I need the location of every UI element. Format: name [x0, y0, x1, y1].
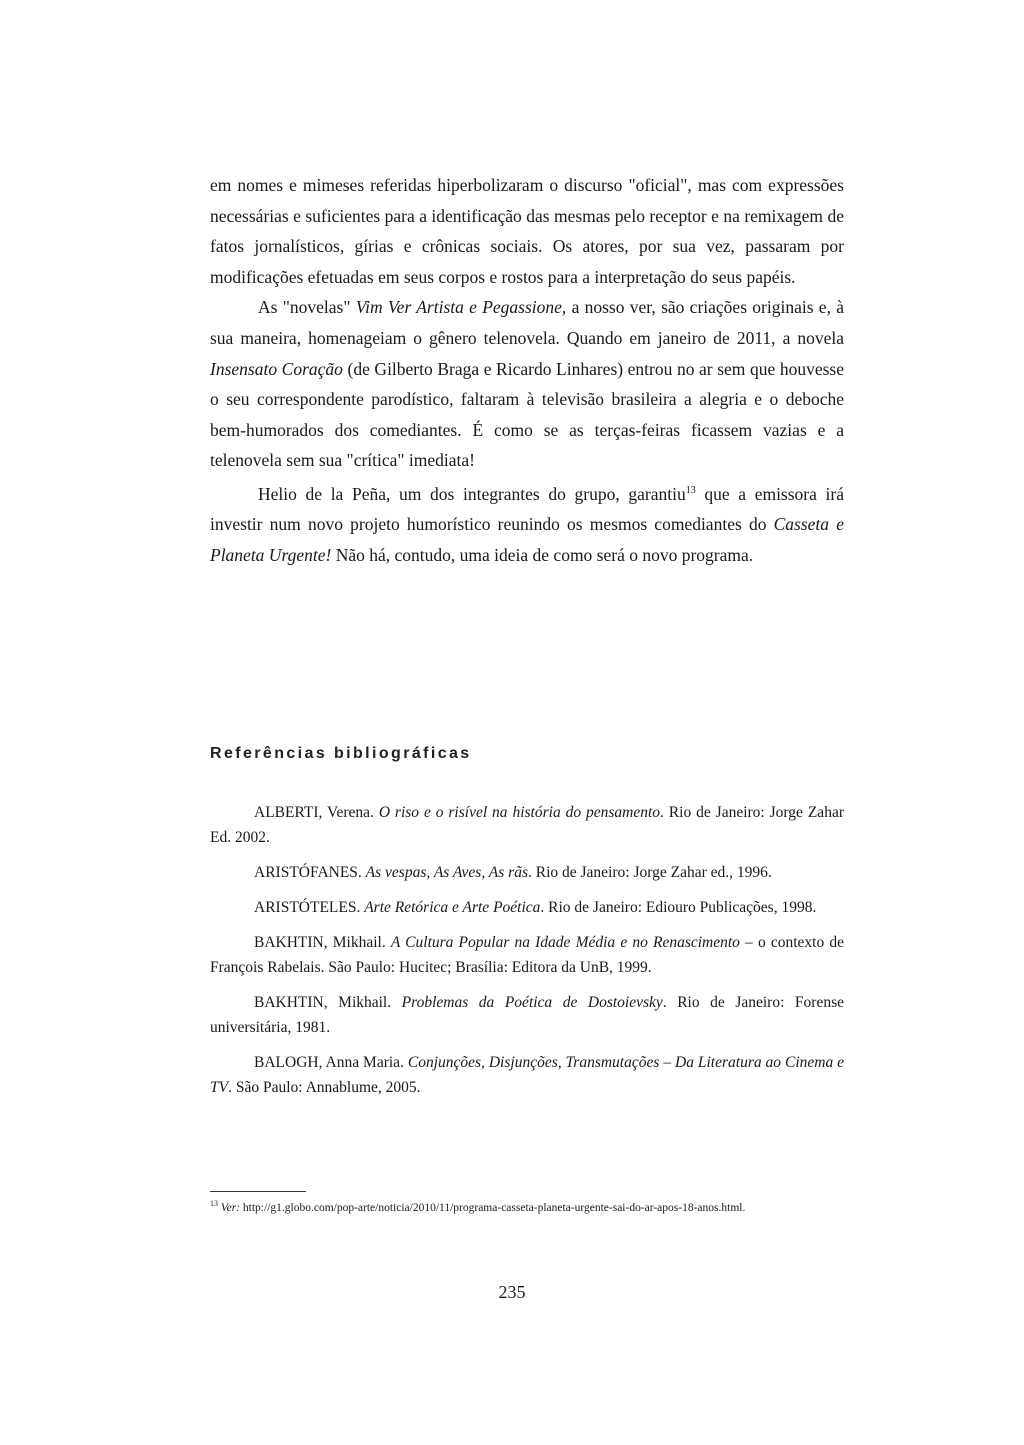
- ref-author: BAKHTIN, Mikhail.: [254, 934, 391, 951]
- ref-author: ARISTÓFANES.: [254, 864, 366, 881]
- ref-author: ARISTÓTELES.: [254, 899, 365, 916]
- footnote: [210, 1195, 844, 1217]
- ref-title: O riso e o risível na história do pensamento: [378, 804, 661, 821]
- p2-italic-title-2: Insensato Coração: [210, 358, 343, 379]
- footnote-marker[interactable]: 13: [685, 484, 696, 496]
- ref-title: Problemas da Poética de Dostoievsky: [401, 994, 663, 1011]
- p3-text-d: Não há, contudo, uma ideia de como será o novo programa.: [331, 544, 754, 565]
- references-heading: Referências bibliográficas: [210, 745, 472, 762]
- ref-publisher: – o contexto de François Rabelais. São Paulo: Hucitec; Brasília: Editora da UnB, 1999.: [210, 934, 844, 976]
- footnote-separator: [210, 1191, 306, 1192]
- references-list: [210, 800, 844, 1110]
- ref-author: BAKHTIN, Mikhail.: [254, 994, 402, 1011]
- reference-item: [210, 930, 844, 980]
- p2-italic-title-1: Vim Ver Artista e Pegassione: [355, 297, 562, 318]
- reference-item: [210, 800, 844, 850]
- paragraph-1-text: em nomes e mimeses referidas hiperbolizaram o discurso "oficial", mas com expressões necessárias e suficientes para a identificação das mesmas pelo receptor e na remixagem de fatos jornalísticos, gírias e crônicas sociais. Os atores, por sua vez, passaram por modificações efetuadas em seus corpos e rostos para a interpretação do seus papéis.: [210, 175, 844, 287]
- ref-author: BALOGH, Anna Maria.: [254, 1054, 408, 1071]
- footnote-number: 13: [210, 1199, 218, 1208]
- p2-text-e: (de Gilberto Braga e Ricardo Linhares) entrou no ar sem que houvesse o seu correspondente parodístico, faltaram à televisão brasileira a alegria e o deboche bem-humorados dos comediantes. É como se as terças-feiras ficassem vazias e a telenovela sem sua "crítica" imediata!: [210, 358, 844, 471]
- p3-text-b: que a emissora irá investir num novo projeto humorístico reunindo os mesmos comediantes do: [210, 483, 844, 535]
- page-number: 235: [498, 1282, 526, 1302]
- body-text: [210, 170, 844, 571]
- paragraph-2: [210, 292, 844, 476]
- ref-publisher: . Rio de Janeiro: Jorge Zahar Ed. 2002.: [210, 804, 844, 846]
- ref-title: Arte Retórica e Arte Poética: [364, 899, 541, 916]
- paragraph-1: [210, 170, 844, 292]
- ref-title: A Cultura Popular na Idade Média e no Renascimento: [390, 934, 740, 951]
- p3-text-a: Helio de la Peña, um dos integrantes do grupo, garantiu: [258, 483, 686, 504]
- p3-italic-title: Casseta e Planeta Urgente!: [210, 514, 844, 565]
- p2-text-a: As "novelas": [258, 297, 356, 318]
- reference-item: [210, 1050, 844, 1100]
- ref-publisher: . Rio de Janeiro: Ediouro Publicações, 1998.: [540, 899, 817, 916]
- reference-item: [210, 895, 844, 920]
- ref-publisher: . Rio de Janeiro: Jorge Zahar ed., 1996.: [528, 864, 772, 881]
- footnote-link-text[interactable]: http://g1.globo.com/pop-arte/noticia/2010/11/programa-casseta-planeta-urgente-sai-do-ar-apos-18-anos.html.: [240, 1201, 746, 1214]
- reference-item: [210, 860, 844, 885]
- ref-author: ALBERTI, Verena.: [254, 804, 379, 821]
- paragraph-3: [210, 476, 844, 571]
- ref-publisher: . Rio de Janeiro: Forense universitária, 1981.: [210, 994, 845, 1036]
- ref-publisher: . São Paulo: Annablume, 2005.: [228, 1079, 421, 1096]
- ref-title: As vespas, As Aves, As rãs: [365, 864, 528, 881]
- ref-title: Conjunções, Disjunções, Transmutações – Da Literatura ao Cinema e TV: [210, 1054, 845, 1096]
- footnote-label: Ver:: [220, 1201, 241, 1214]
- reference-item: [210, 990, 844, 1040]
- p2-text-c: , a nosso ver, são criações originais e, à sua maneira, homenageiam o gênero telenovela. Quando em janeiro de 2011, a novela: [210, 297, 844, 348]
